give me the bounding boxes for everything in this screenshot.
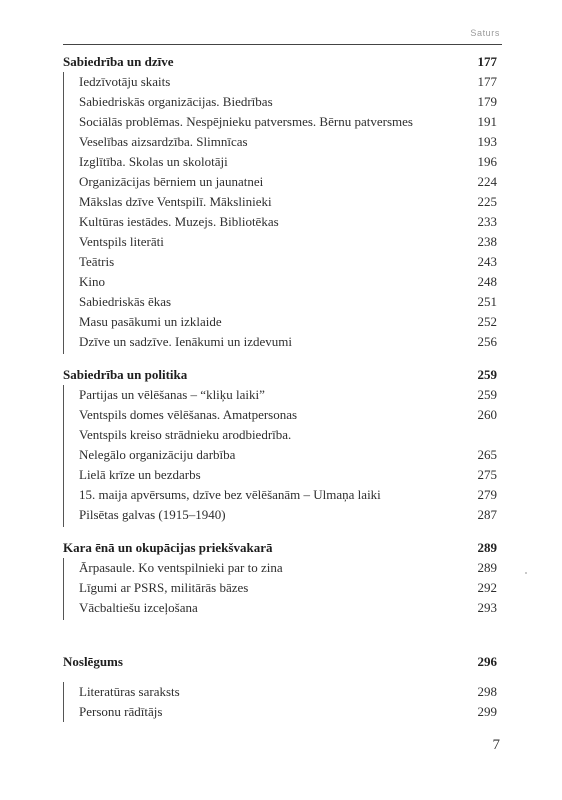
entry-title: Ventspils domes vēlēšanas. Amatpersonas — [79, 407, 298, 422]
entry-title: Mākslas dzīve Ventspilī. Mākslinieki — [79, 194, 272, 209]
toc-section-nosleguma — [63, 652, 497, 735]
toc-entry[interactable] — [63, 272, 497, 292]
section-heading[interactable] — [63, 538, 497, 558]
entry-page: 179 — [477, 94, 497, 109]
toc-section-sabiedriba-un-dzive — [63, 52, 497, 365]
toc-entry[interactable] — [63, 445, 497, 465]
entry-page: 233 — [477, 214, 497, 229]
toc-entry[interactable] — [63, 132, 497, 152]
entry-page: 299 — [477, 704, 497, 719]
toc-entry[interactable] — [63, 598, 497, 618]
entry-title: Sociālās problēmas. Nespējnieku patversmes. Bērnu patversmes — [79, 114, 413, 129]
entry-title: Dzīve un sadzīve. Ienākumi un izdevumi — [79, 334, 292, 349]
table-of-contents — [63, 52, 497, 735]
entry-page: 293 — [477, 600, 497, 615]
entry-page: 260 — [477, 407, 497, 422]
section-heading[interactable] — [63, 652, 497, 672]
page-number: 7 — [492, 737, 500, 753]
entry-title: Ārpasaule. Ko ventspilnieki par to zina — [79, 560, 283, 575]
entry-page: 259 — [477, 387, 497, 402]
toc-entry[interactable] — [63, 405, 497, 425]
entry-page: 248 — [477, 274, 497, 289]
scan-speck — [525, 572, 527, 574]
entry-page: 275 — [477, 467, 497, 482]
toc-entry[interactable] — [63, 485, 497, 505]
toc-entry[interactable] — [63, 232, 497, 252]
section-rule — [63, 558, 64, 620]
entry-page: 243 — [477, 254, 497, 269]
entry-title: Literatūras saraksts — [79, 684, 180, 699]
section-title: Kara ēnā un okupācijas priekšvakarā — [63, 540, 273, 555]
section-title: Sabiedrība un dzīve — [63, 54, 174, 69]
entry-page: 289 — [477, 560, 497, 575]
toc-entry[interactable] — [63, 92, 497, 112]
section-page: 296 — [477, 654, 497, 669]
section-page: 259 — [477, 367, 497, 382]
toc-entry[interactable] — [63, 505, 497, 525]
entry-page: 225 — [477, 194, 497, 209]
toc-entry[interactable] — [63, 172, 497, 192]
header-rule — [63, 44, 502, 45]
entry-page: 265 — [477, 447, 497, 462]
toc-entry[interactable] — [63, 192, 497, 212]
section-page: 289 — [477, 540, 497, 555]
entry-page: 279 — [477, 487, 497, 502]
entry-title: Organizācijas bērniem un jaunatnei — [79, 174, 264, 189]
section-title: Noslēgums — [63, 654, 123, 669]
toc-entry[interactable] — [63, 465, 497, 485]
toc-entry[interactable] — [63, 152, 497, 172]
entry-title: Ventspils kreiso strādnieku arodbiedrība. — [79, 427, 292, 442]
entry-page: 191 — [477, 114, 497, 129]
entry-title: Izglītība. Skolas un skolotāji — [79, 154, 228, 169]
entry-page: 193 — [477, 134, 497, 149]
section-rule — [63, 682, 64, 722]
toc-entry[interactable] — [63, 72, 497, 92]
entry-page: 298 — [477, 684, 497, 699]
toc-entry[interactable] — [63, 558, 497, 578]
entry-page: 252 — [477, 314, 497, 329]
toc-entry[interactable] — [63, 385, 497, 405]
entry-title: Kultūras iestādes. Muzejs. Bibliotēkas — [79, 214, 279, 229]
entry-title: 15. maija apvērsums, dzīve bez vēlēšanām – Ulmaņa laiki — [79, 487, 381, 502]
toc-section-kara-ena — [63, 538, 497, 652]
entry-page: 287 — [477, 507, 497, 522]
toc-entry[interactable] — [63, 252, 497, 272]
section-rule — [63, 72, 64, 354]
entry-title: Personu rādītājs — [79, 704, 163, 719]
section-title: Sabiedrība un politika — [63, 367, 188, 382]
entry-title: Ventspils literāti — [79, 234, 164, 249]
entry-title: Iedzīvotāju skaits — [79, 74, 171, 89]
entry-title: Sabiedriskās organizācijas. Biedrības — [79, 94, 273, 109]
toc-entry[interactable] — [63, 425, 497, 445]
toc-entry[interactable] — [63, 332, 497, 352]
entry-title: Līgumi ar PSRS, militārās bāzes — [79, 580, 249, 595]
entry-title: Kino — [79, 274, 105, 289]
toc-entry[interactable] — [63, 578, 497, 598]
entry-title: Masu pasākumi un izklaide — [79, 314, 222, 329]
entry-title: Veselības aizsardzība. Slimnīcas — [79, 134, 248, 149]
entry-page: 224 — [477, 174, 497, 189]
entry-title: Nelegālo organizāciju darbība — [79, 447, 236, 462]
entry-page: 196 — [477, 154, 497, 169]
running-header: Saturs — [470, 28, 500, 38]
entry-title: Vācbaltiešu izceļošana — [79, 600, 198, 615]
entry-title: Teātris — [79, 254, 115, 269]
entry-title: Pilsētas galvas (1915–1940) — [79, 507, 226, 522]
toc-entry[interactable] — [63, 702, 497, 722]
toc-entry[interactable] — [63, 682, 497, 702]
entry-title: Lielā krīze un bezdarbs — [79, 467, 201, 482]
toc-entry[interactable] — [63, 292, 497, 312]
toc-entry[interactable] — [63, 312, 497, 332]
entry-title: Partijas un vēlēšanas – “kliķu laiki” — [79, 387, 265, 402]
entry-page: 292 — [477, 580, 497, 595]
toc-entry[interactable] — [63, 112, 497, 132]
entry-title: Sabiedriskās ēkas — [79, 294, 172, 309]
section-heading[interactable] — [63, 52, 497, 72]
section-heading[interactable] — [63, 365, 497, 385]
toc-entry[interactable] — [63, 212, 497, 232]
toc-section-sabiedriba-un-politika — [63, 365, 497, 538]
section-page: 177 — [477, 54, 497, 69]
entry-page: 177 — [477, 74, 497, 89]
entry-page: 256 — [477, 334, 497, 349]
section-rule — [63, 385, 64, 527]
entry-page: 238 — [477, 234, 497, 249]
entry-page: 251 — [477, 294, 497, 309]
